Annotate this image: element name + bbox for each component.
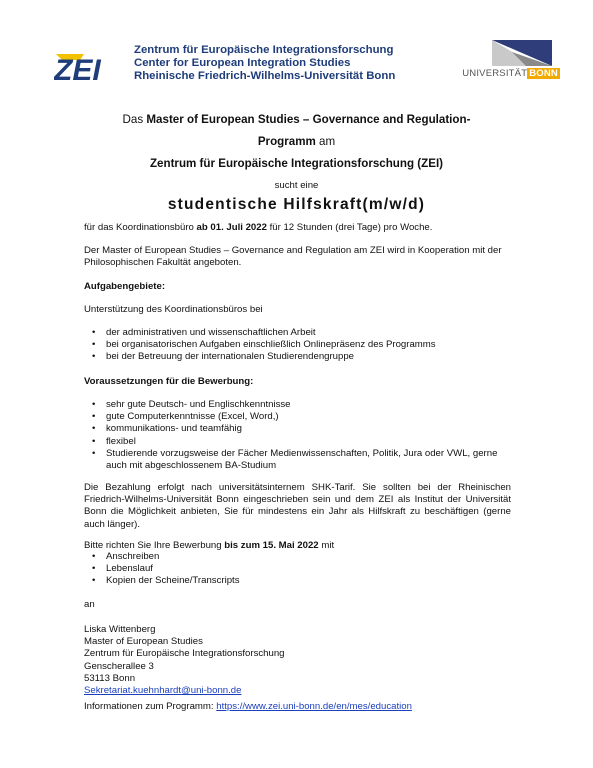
tasks-lead: Unterstützung des Koordinationsbüros bei: [84, 304, 263, 315]
contact-institute: Zentrum für Europäische Integrationsforschung: [84, 648, 285, 660]
application-deadline: bis zum 15. Mai 2022: [224, 540, 319, 551]
program-info-link[interactable]: https://www.zei.uni-bonn.de/en/mes/education: [216, 701, 412, 712]
contact-city: 53113 Bonn: [84, 672, 136, 684]
title-line-2: Programm am: [257, 135, 336, 148]
institute-title: Zentrum für Europäische Integrationsforschung (ZEI): [149, 157, 444, 170]
job-title: studentische Hilfskraft(m/w/d): [167, 196, 426, 213]
tasks-list: [84, 327, 511, 364]
contact-name: Liska Wittenberg: [84, 624, 156, 635]
contact-program: Master of European Studies: [84, 636, 203, 648]
title-line-4: sucht eine: [274, 180, 319, 191]
list-item: • der administrativen und wissenschaftlichen Arbeit: [84, 327, 511, 339]
list-item: • bei der Betreuung der internationalen Studierendengruppe: [84, 351, 511, 363]
contact-email-link[interactable]: Sekretariat.kuehnhardt@uni-bonn.de: [84, 685, 242, 697]
application-list: [84, 551, 511, 588]
contact-street: Genscherallee 3: [84, 660, 154, 672]
recipient-label: an: [84, 599, 95, 610]
list-item: • sehr gute Deutsch- und Englischkenntnisse: [84, 399, 511, 411]
description-paragraph: Der Master of European Studies – Governance and Regulation am ZEI wird in Kooperation mit der Philosophischen Fakultät angeboten.: [84, 245, 502, 269]
university-bonn-logo: [440, 40, 560, 84]
list-item: • flexibel: [84, 436, 511, 448]
list-item: • kommunikations- und teamfähig: [84, 423, 511, 435]
payment-paragraph: Die Bezahlung erfolgt nach universitätsinternem SHK-Tarif. Sie sollten bei der Rheinischen Friedrich-Wilhelms-Universität Bonn eingeschrieben sein und dem ZEI als Institut der Universität Bonn die Möglichkeit anbieten, Sie für mindestens ein Jahr als Hilfskraft zu beschäftigen (gerne auch länger).: [84, 482, 511, 530]
application-lead: Bitte richten Sie Ihre Bewerbung bis zum 15. Mai 2022 mit: [84, 540, 335, 551]
university-name: Rheinische Friedrich-Wilhelms-Universität Bonn: [134, 70, 396, 82]
university-logo-mark-icon: [492, 40, 552, 66]
requirements-heading: Voraussetzungen für die Bewerbung:: [84, 376, 254, 387]
tasks-heading: Aufgabengebiete:: [84, 281, 166, 292]
institute-name-de: Zentrum für Europäische Integrationsforschung: [134, 44, 394, 56]
institute-name-block: [134, 44, 395, 83]
uni-logo-bonn-text: BONN: [529, 68, 558, 79]
list-item: • Studierende vorzugsweise der Fächer Medienwissenschaften, Politik, Jura oder VWL, gerne auch mit abgeschlossenem BA-Studium: [84, 448, 511, 472]
title-line-1: Das Master of European Studies – Governance and Regulation-: [122, 113, 471, 126]
program-name: Master of European Studies – Governance and Regulation-: [146, 113, 471, 126]
intro-paragraph: für das Koordinationsbüro ab 01. Juli 2022 für 12 Stunden (drei Tage) pro Woche.: [84, 222, 433, 233]
list-item: • Kopien der Scheine/Transcripts: [84, 575, 511, 587]
letterhead: [40, 40, 560, 84]
contact-address: [84, 624, 511, 697]
start-date: ab 01. Juli 2022: [196, 222, 267, 233]
zei-logo: [54, 48, 118, 82]
zei-logo-text: ZEI: [54, 54, 101, 82]
list-item: • Anschreiben: [84, 551, 511, 563]
info-line: Informationen zum Programm: https://www.zei.uni-bonn.de/en/mes/education: [84, 701, 412, 712]
list-item: • bei organisatorischen Aufgaben einschließlich Onlinepräsenz des Programms: [84, 339, 511, 351]
requirements-list: [84, 399, 511, 472]
institute-name-en: Center for European Integration Studies: [134, 57, 351, 69]
list-item: • Lebenslauf: [84, 563, 511, 575]
list-item: • gute Computerkenntnisse (Excel, Word,): [84, 411, 511, 423]
uni-logo-text: UNIVERSITÄT: [462, 68, 528, 79]
